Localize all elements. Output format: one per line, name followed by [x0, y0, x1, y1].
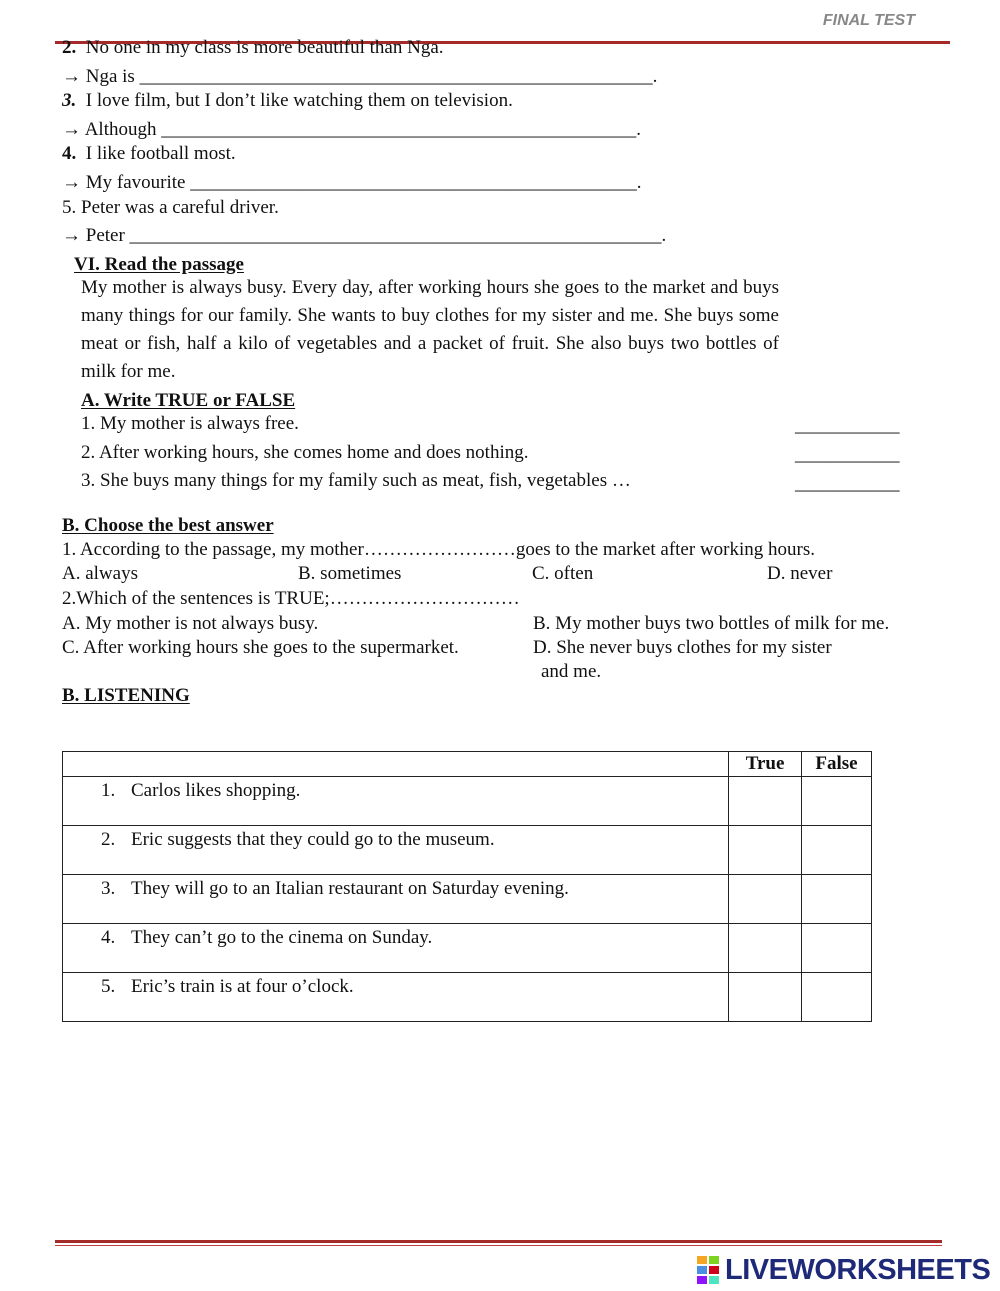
- rewrite-prompt: → Nga is: [62, 66, 135, 87]
- choose-q1-option-d[interactable]: D. never: [767, 563, 833, 584]
- statement-cell: [63, 924, 729, 973]
- true-false-answer-3[interactable]: ___________: [795, 473, 900, 494]
- true-false-item-1: 1. My mother is always free.: [81, 413, 299, 434]
- choose-q1-option-c[interactable]: C. often: [532, 563, 594, 584]
- footer-rule: [55, 1240, 942, 1243]
- reading-heading: VI. Read the passage: [74, 254, 244, 275]
- table-row: [63, 875, 872, 924]
- rewrite-sentence: Peter was a careful driver.: [81, 197, 279, 218]
- true-false-heading: A. Write TRUE or FALSE: [81, 390, 296, 411]
- choose-q2-stem: 2.Which of the sentences is TRUE;…………………………: [62, 588, 520, 609]
- col-true-header: True: [729, 752, 802, 777]
- liveworksheets-logo: [697, 1254, 990, 1286]
- listening-heading: B. LISTENING: [62, 685, 190, 706]
- choose-q2-option-c[interactable]: C. After working hours she goes to the supermarket.: [62, 637, 459, 658]
- table-header-row: [63, 752, 872, 777]
- table-header-blank: [63, 752, 729, 777]
- statement-text: Carlos likes shopping.: [131, 780, 301, 801]
- rewrite-sentence: I like football most.: [85, 143, 236, 164]
- rewrite-num: 2.: [62, 37, 77, 58]
- choose-q2-option-a[interactable]: A. My mother is not always busy.: [62, 613, 319, 634]
- choose-q1-stem: 1. According to the passage, my mother……………………goes to the market after working hours.: [62, 539, 815, 560]
- statement-num: 4.: [101, 927, 116, 948]
- rewrite-answer-line-3[interactable]: [62, 120, 641, 139]
- statement-text: Eric suggests that they could go to the museum.: [131, 829, 495, 850]
- choose-q2-option-b[interactable]: B. My mother buys two bottles of milk for me.: [533, 613, 890, 634]
- rewrite-prompt: → My favourite: [62, 172, 186, 193]
- rewrite-answer-line-5[interactable]: [62, 226, 666, 245]
- rewrite-item-3: [62, 91, 513, 110]
- rewrite-answer-line-4[interactable]: [62, 173, 641, 192]
- choose-q1-option-a[interactable]: A. always: [62, 563, 138, 584]
- statement-num: 3.: [101, 878, 116, 899]
- statement-cell: [63, 875, 729, 924]
- rewrite-item-4: [62, 144, 236, 163]
- statement-text: They can’t go to the cinema on Sunday.: [131, 927, 433, 948]
- rewrite-blank[interactable]: ______________________________________________________.: [139, 66, 658, 87]
- table-row: [63, 973, 872, 1022]
- liveworksheets-blocks-icon: [697, 1256, 721, 1284]
- choose-q2-option-d-cont: and me.: [541, 661, 602, 682]
- rewrite-blank[interactable]: _______________________________________________.: [190, 172, 642, 193]
- rewrite-num: 3.: [62, 90, 77, 111]
- true-false-answer-2[interactable]: ___________: [795, 444, 900, 465]
- statement-text: Eric’s train is at four o’clock.: [131, 976, 354, 997]
- page-header-title: FINAL TEST: [822, 12, 915, 29]
- rewrite-num: 4.: [62, 143, 77, 164]
- true-false-answer-1[interactable]: ___________: [795, 415, 900, 436]
- listening-table: [62, 751, 872, 1022]
- rewrite-blank[interactable]: ________________________________________________________.: [129, 225, 667, 246]
- table-row: [63, 777, 872, 826]
- true-cell[interactable]: [729, 973, 802, 1022]
- choose-q2-option-d[interactable]: D. She never buys clothes for my sister: [533, 637, 832, 658]
- rewrite-num: 5.: [62, 197, 77, 218]
- liveworksheets-brand: LIVEWORKSHEETS: [725, 1253, 991, 1286]
- statement-cell: [63, 973, 729, 1022]
- statement-text: They will go to an Italian restaurant on Saturday evening.: [131, 878, 569, 899]
- false-cell[interactable]: [802, 924, 872, 973]
- footer-rule-thin: [55, 1245, 942, 1246]
- rewrite-answer-line-2[interactable]: [62, 67, 657, 86]
- choose-heading: B. Choose the best answer: [62, 515, 274, 536]
- table-row: [63, 924, 872, 973]
- true-cell[interactable]: [729, 826, 802, 875]
- rewrite-prompt: → Peter: [62, 225, 125, 246]
- rewrite-prompt: → Although: [62, 119, 157, 140]
- true-cell[interactable]: [729, 777, 802, 826]
- statement-num: 5.: [101, 976, 116, 997]
- true-false-item-2: 2. After working hours, she comes home and does nothing.: [81, 442, 529, 463]
- choose-q1-option-b[interactable]: B. sometimes: [298, 563, 402, 584]
- true-cell[interactable]: [729, 875, 802, 924]
- statement-num: 1.: [101, 780, 116, 801]
- rewrite-sentence: I love film, but I don’t like watching them on television.: [85, 90, 513, 111]
- statement-cell: [63, 777, 729, 826]
- rewrite-item-5: [62, 198, 279, 217]
- false-cell[interactable]: [802, 973, 872, 1022]
- reading-passage: My mother is always busy. Every day, after working hours she goes to the market and buys many things for our family. She wants to buy clothes for my sister and me. She buys some meat or fish, half a kilo of vegetables and a packet of fruit. She also buys two bottles of milk for me.: [81, 277, 779, 382]
- rewrite-sentence: No one in my class is more beautiful than Nga.: [85, 37, 444, 58]
- col-false-header: False: [802, 752, 872, 777]
- true-cell[interactable]: [729, 924, 802, 973]
- statement-cell: [63, 826, 729, 875]
- table-row: [63, 826, 872, 875]
- rewrite-blank[interactable]: __________________________________________________.: [161, 119, 641, 140]
- statement-num: 2.: [101, 829, 116, 850]
- false-cell[interactable]: [802, 875, 872, 924]
- true-false-item-3: 3. She buys many things for my family such as meat, fish, vegetables …: [81, 470, 631, 491]
- false-cell[interactable]: [802, 777, 872, 826]
- rewrite-item-2: [62, 38, 444, 57]
- false-cell[interactable]: [802, 826, 872, 875]
